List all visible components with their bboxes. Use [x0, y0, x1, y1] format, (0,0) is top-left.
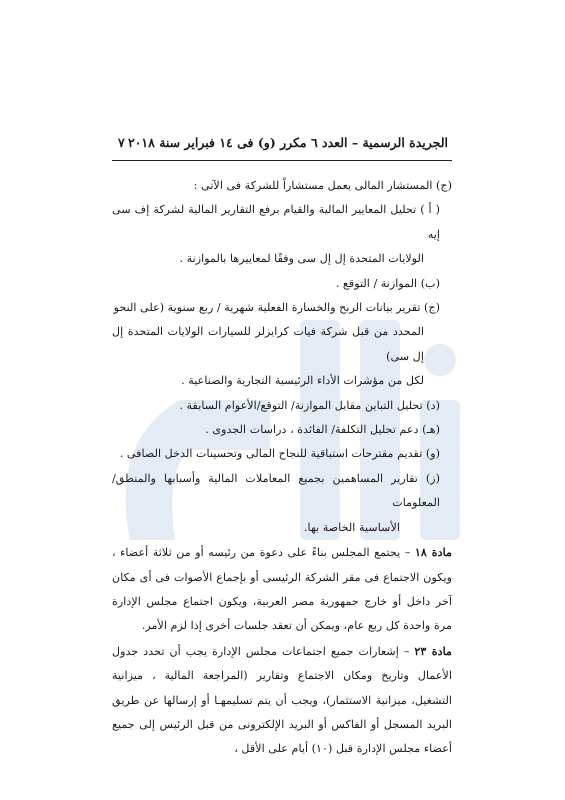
list-item: (د) تحليل التباين مقابل الموازنة/ التوقع/الأعوام السابقة . [179, 398, 440, 412]
list-item: (هـ) دعم تحليل التكلفة/ الفائدة ، دراسات الجدوى . [205, 423, 440, 437]
list-item: (ب) الموازنة / التوقع . [335, 276, 440, 290]
article-text: – يجتمع المجلس بناءً على دعوة من رئيسه أو من ثلاثة أعضاء ، ويكون الاجتماع فى مقر الشركة الرئيسى أو بإجماع الأصوات فى أى مكان آخر داخل أو خارج جمهورية مصر العربية، ويكون اجتماع مجلس الإدارة مرة واحدة كل ربع عام، ويمكن أن تعقد جلسات أخرى إذا لزم الأمر. [112, 546, 452, 633]
page-number: ٧ [118, 134, 125, 150]
list-item: (ز) تقارير المساهمين بجميع المعاملات المالية وأسبابها والمنطق/ المعلومات [112, 471, 440, 510]
article-label: مادة ٢٣ [414, 643, 452, 658]
article-18 [112, 540, 452, 639]
article-label: مادة ١٨ [414, 545, 453, 560]
list-item-continuation: الولايات المتحدة إل إل سى وفقًا لمعاييرها بالموازنة . [179, 252, 424, 266]
list-item: (و) تقديم مقترحات استباقية للنجاح المالى وتحسينات الدخل الصافى . [119, 447, 440, 461]
section-intro: (ج) المستشار المالى يعمل مستشاراً للشركة فى الآتى : [193, 179, 452, 192]
list-item: ( أ ) تحليل المعايير المالية والقيام برفع التقارير المالية لشركة إف سى إيه [112, 203, 440, 241]
gazette-title: الجريدة الرسمية – العدد ٦ مكرر (و) فى ١٤ فبراير سنة ٢٠١٨ [127, 134, 448, 150]
header-divider [112, 160, 452, 161]
document-body [112, 174, 452, 762]
article-text: – إشعارات جميع اجتماعات مجلس الإدارة يجب أن تحدد جدول الأعمال وتاريخ ومكان الاجتماع وتقارير (المراجعة المالية ، ميزانية التشغيل، ميزانية الاستثمار)، ويجب أن يتم تسليمهـا أو إرسالها عن طريق البريد المسجل أو الفاكس أو البريد الإلكترونى من قبل الرئيس إلى جميع أعضاء مجلس الإدارة قبل (١٠) أيام على الأقل ، [112, 644, 452, 756]
list-item-continuation: المحدد من قبل شركة فيات كرايزلر للسيارات الولايات المتحدة إل إل سى) [112, 325, 424, 363]
list-item-continuation: الأساسية الخاصة بها. [303, 520, 400, 534]
list-item-continuation: لكل من مؤشرات الأداء الرئيسية التجارية والصناعية . [181, 374, 424, 388]
list-item: (ج) تقرير بيانات الربح والخسارة الفعلية شهرية / ربع سنوية (على النحو [113, 301, 440, 315]
page-header [118, 131, 448, 153]
article-23 [112, 639, 452, 762]
